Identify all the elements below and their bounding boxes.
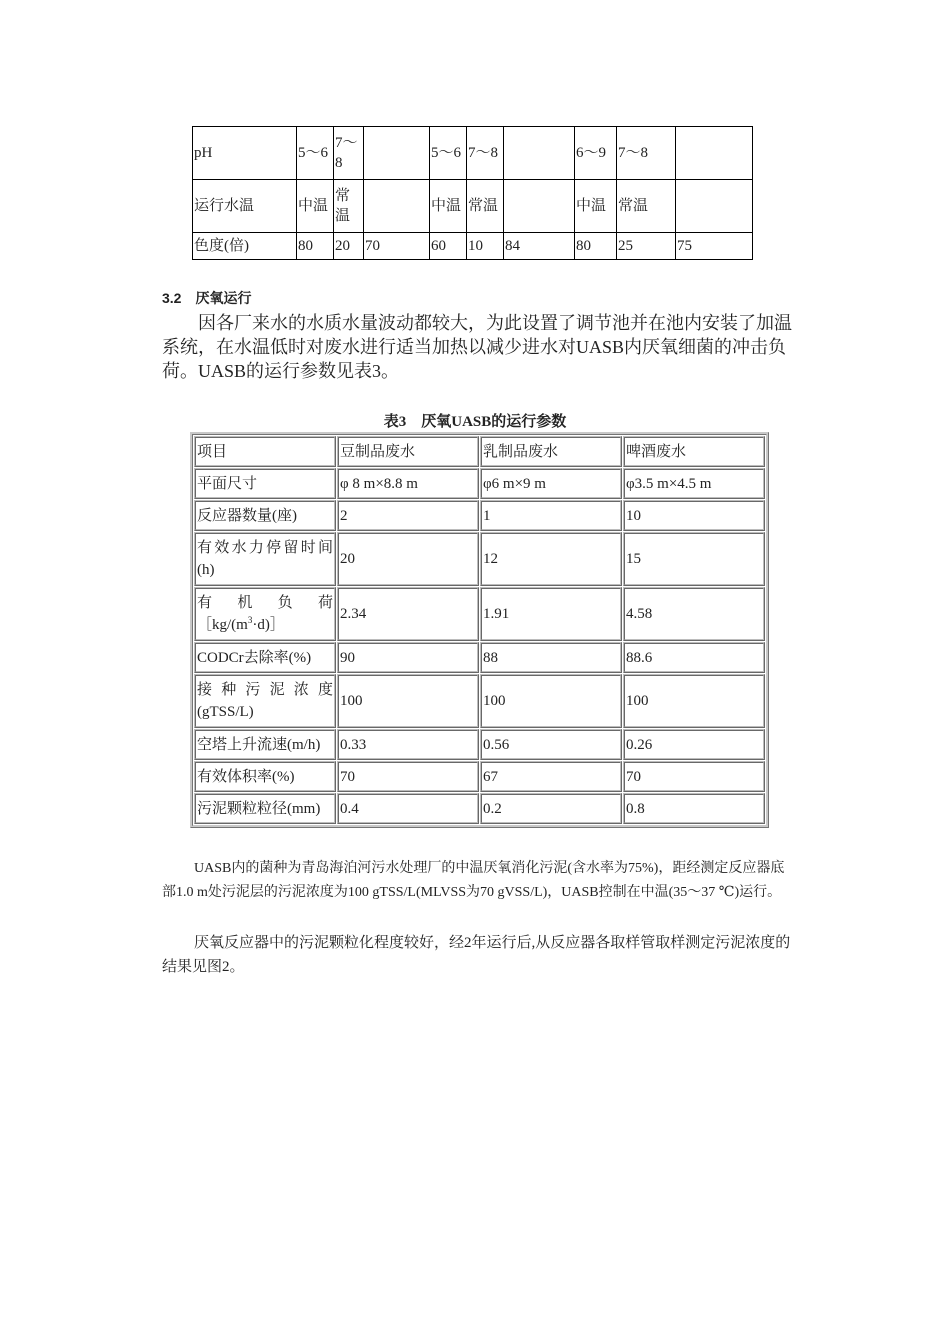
table-cell: 75 [676,233,753,260]
table-cell: 90 [337,642,479,673]
row-label: pH [193,127,297,180]
table-cell: 15 [623,532,765,586]
table-cell: 7～8 [617,127,676,180]
table-cell: 20 [337,532,479,586]
table-cell: 84 [504,233,575,260]
table-cell: 2 [337,500,479,531]
table-row [194,642,765,673]
column-header: 项目 [194,436,336,467]
table-cell: 10 [467,233,504,260]
table-cell: 20 [334,233,364,260]
row-label: 接种污泥浓度(gTSS/L) [194,674,336,728]
table-cell: 25 [617,233,676,260]
row-label: 污泥颗粒粒径(mm) [194,793,336,824]
table-cell [676,180,753,233]
table-cell: 常温 [467,180,504,233]
table-cell: 67 [480,761,622,792]
table-cell: 常温 [334,180,364,233]
row-label: 平面尺寸 [194,468,336,499]
column-header: 啤酒废水 [623,436,765,467]
table-cell: 2.34 [337,587,479,641]
table-cell: 70 [364,233,430,260]
table-cell: 中温 [575,180,617,233]
table-cell [676,127,753,180]
row-label: 反应器数量(座) [194,500,336,531]
table-cell: 0.56 [480,729,622,760]
column-header: 豆制品废水 [337,436,479,467]
table-cell: 0.26 [623,729,765,760]
table-row [193,127,753,180]
table-cell: 中温 [297,180,334,233]
table-cell: 0.8 [623,793,765,824]
row-label-text: ·d)］ [252,617,285,633]
table-cell: 88.6 [623,642,765,673]
table-cell: 常温 [617,180,676,233]
table-cell: 60 [430,233,467,260]
row-label-text: 有机负荷［kg/(m [197,595,333,633]
table-row [194,761,765,792]
table-cell: 80 [575,233,617,260]
body-paragraph: 厌氧反应器中的污泥颗粒化程度较好，经2年运行后,从反应器各取样管取样测定污泥浓度的结果见图2。 [162,935,791,975]
row-label: CODCr去除率(%) [194,642,336,673]
table-row [194,532,765,586]
table-cell: 4.58 [623,587,765,641]
table-cell [364,127,430,180]
table-cell: φ 8 m×8.8 m [337,468,479,499]
table-cell: 100 [623,674,765,728]
table-row [193,180,753,233]
table-cell: 0.33 [337,729,479,760]
table-row [194,587,765,641]
table-cell: 70 [623,761,765,792]
table-cell [504,127,575,180]
table3-caption: 表3 厌氧UASB的运行参数 [383,414,567,430]
table-cell: 70 [337,761,479,792]
table-cell: 100 [337,674,479,728]
table-cell: 100 [480,674,622,728]
table3-uasb-parameters [190,432,769,828]
table-cell: 中温 [430,180,467,233]
row-label [194,587,336,641]
table-row [194,793,765,824]
row-label: 有效水力停留时间(h) [194,532,336,586]
superscript: 3 [247,615,253,625]
row-label: 有效体积率(%) [194,761,336,792]
section-heading: 3.2 厌氧运行 [162,290,252,306]
table-cell [364,180,430,233]
table-row [194,500,765,531]
table-row [194,674,765,728]
table-cell: 88 [480,642,622,673]
table1-continued [192,126,753,260]
row-label: 色度(倍) [193,233,297,260]
table-cell: 5～6 [430,127,467,180]
table-row [193,233,753,260]
table-cell: 6～9 [575,127,617,180]
table-row [194,729,765,760]
table-cell: φ6 m×9 m [480,468,622,499]
table-cell: 1 [480,500,622,531]
table-cell: 10 [623,500,765,531]
row-label: 运行水温 [193,180,297,233]
table-cell: 0.4 [337,793,479,824]
table-cell: 80 [297,233,334,260]
table-cell: 5～6 [297,127,334,180]
column-header: 乳制品废水 [480,436,622,467]
table-header-row [194,436,765,467]
table-cell: 1.91 [480,587,622,641]
table-row [194,468,765,499]
table-cell: 7～8 [467,127,504,180]
table-cell: φ3.5 m×4.5 m [623,468,765,499]
body-paragraph: UASB内的菌种为青岛海泊河污水处理厂的中温厌氧消化污泥(含水率为75%)，距经测定反应器底部1.0 m处污泥层的污泥浓度为100 gTSS/L(MLVSS为70 gVSS/L)，UASB控制在中温(35～37 ℃)运行。 [162,861,785,900]
table-cell: 0.2 [480,793,622,824]
table-cell [504,180,575,233]
section-paragraph: 因各厂来水的水质水量波动都较大，为此设置了调节池并在池内安装了加温系统，在水温低时对废水进行适当加热以减少进水对UASB内厌氧细菌的冲击负荷。UASB的运行参数见表3。 [162,313,792,381]
row-label: 空塔上升流速(m/h) [194,729,336,760]
table-cell: 7～8 [334,127,364,180]
table-cell: 12 [480,532,622,586]
